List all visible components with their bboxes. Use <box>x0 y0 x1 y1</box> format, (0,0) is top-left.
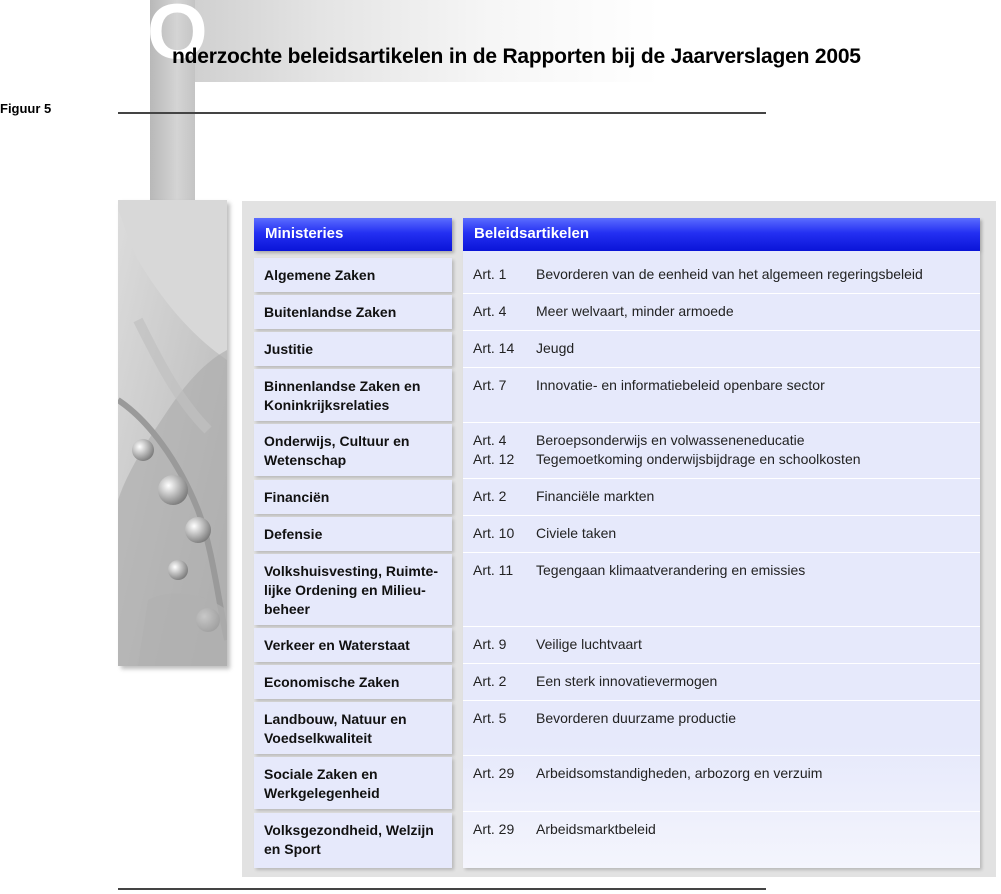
ministry-cell: Defensie <box>254 517 452 551</box>
article-title: Meer welvaart, minder armoede <box>536 303 734 319</box>
row-separator <box>463 700 980 701</box>
article-title: Bevorderen duurzame productie <box>536 710 737 726</box>
articles-cell <box>463 295 980 329</box>
ministry-cell: Algemene Zaken <box>254 258 452 292</box>
bottom-divider <box>118 888 766 890</box>
ministry-cell: Onderwijs, Cultuur en Wetenschap <box>254 424 452 476</box>
ministry-cell: Verkeer en Waterstaat <box>254 628 452 662</box>
article-number: Art. 5 <box>473 710 507 726</box>
row-separator <box>463 552 980 553</box>
row-separator <box>463 663 980 664</box>
article-line <box>473 487 974 506</box>
article-line <box>473 265 974 284</box>
article-title: Een sterk innovatievermogen <box>536 673 718 689</box>
articles-cell <box>463 665 980 699</box>
article-line <box>473 635 974 654</box>
articles-cell <box>463 369 980 421</box>
article-title: Bevorderen van de eenheid van het algemeen regeringsbeleid <box>536 266 923 282</box>
article-title: Beroepsonderwijs en volwasseneneducatie <box>536 432 805 448</box>
article-number: Art. 4 <box>473 303 507 319</box>
top-divider <box>118 112 766 114</box>
article-line <box>473 339 974 358</box>
article-line <box>473 561 974 580</box>
ministry-cell: Landbouw, Natuur en Voedselkwaliteit <box>254 702 452 754</box>
article-title: Financiële markten <box>536 488 655 504</box>
article-title: Arbeidsomstandigheden, arbozorg en verzuim <box>536 765 823 781</box>
article-title: Tegemoetkoming onderwijsbijdrage en schoolkosten <box>536 451 861 467</box>
articles-cell <box>463 258 980 292</box>
article-number: Art. 9 <box>473 636 507 652</box>
article-number: Art. 12 <box>473 451 515 467</box>
ministry-cell: Buitenlandse Zaken <box>254 295 452 329</box>
articles-cell <box>463 702 980 754</box>
ministry-cell: Volksgezondheid, Welzijn en Sport <box>254 813 452 868</box>
articles-cell <box>463 813 980 868</box>
decorative-photo <box>118 200 227 666</box>
article-title: Jeugd <box>536 340 575 356</box>
article-line <box>473 431 974 450</box>
article-line <box>473 524 974 543</box>
row-separator <box>463 811 980 812</box>
article-title: Arbeidsmarktbeleid <box>536 821 656 837</box>
title-initial: O <box>147 0 206 75</box>
article-number: Art. 2 <box>473 488 507 504</box>
row-separator <box>463 422 980 423</box>
article-number: Art. 2 <box>473 673 507 689</box>
page-title: nderzochte beleidsartikelen in de Rapporten bij de Jaarverslagen 2005 <box>172 45 861 68</box>
article-title: Civiele taken <box>536 525 617 541</box>
article-number: Art. 11 <box>473 562 514 578</box>
article-line <box>473 672 974 691</box>
article-line <box>473 302 974 321</box>
article-number: Art. 29 <box>473 821 515 837</box>
articles-cell <box>463 424 980 476</box>
row-separator <box>463 293 980 294</box>
articles-cell <box>463 517 980 551</box>
row-separator <box>463 367 980 368</box>
articles-cell <box>463 480 980 514</box>
row-separator <box>463 330 980 331</box>
article-title: Veilige luchtvaart <box>536 636 642 652</box>
article-number: Art. 10 <box>473 525 515 541</box>
row-separator <box>463 626 980 627</box>
articles-cell <box>463 628 980 662</box>
ministry-cell: Sociale Zaken en Werkgelegenheid <box>254 757 452 809</box>
ministry-cell: Justitie <box>254 332 452 366</box>
article-title: Tegengaan klimaatverandering en emissies <box>536 562 806 578</box>
row-separator <box>463 478 980 479</box>
figure-label: Figuur 5 <box>0 101 52 116</box>
row-separator <box>463 515 980 516</box>
article-line <box>473 709 974 728</box>
article-line <box>473 820 974 839</box>
column-header-ministries: Ministeries <box>254 218 452 251</box>
ministry-cell: Binnenlandse Zaken en Koninkrijksrelaties <box>254 369 452 421</box>
article-number: Art. 7 <box>473 377 507 393</box>
ministry-cell: Volkshuisvesting, Ruimte-lijke Ordening en Milieu-beheer <box>254 554 452 625</box>
articles-cell <box>463 554 980 625</box>
ministry-cell: Financiën <box>254 480 452 514</box>
articles-cell <box>463 757 980 809</box>
ministry-cell: Economische Zaken <box>254 665 452 699</box>
article-line <box>473 764 974 783</box>
column-header-articles: Beleidsartikelen <box>463 218 980 251</box>
row-separator <box>463 755 980 756</box>
article-title: Innovatie- en informatiebeleid openbare sector <box>536 377 825 393</box>
article-number: Art. 4 <box>473 432 507 448</box>
article-number: Art. 29 <box>473 765 515 781</box>
header-band <box>150 0 1001 82</box>
article-line <box>473 450 974 469</box>
articles-cell <box>463 332 980 366</box>
article-number: Art. 1 <box>473 266 507 282</box>
article-number: Art. 14 <box>473 340 515 356</box>
article-line <box>473 376 974 395</box>
